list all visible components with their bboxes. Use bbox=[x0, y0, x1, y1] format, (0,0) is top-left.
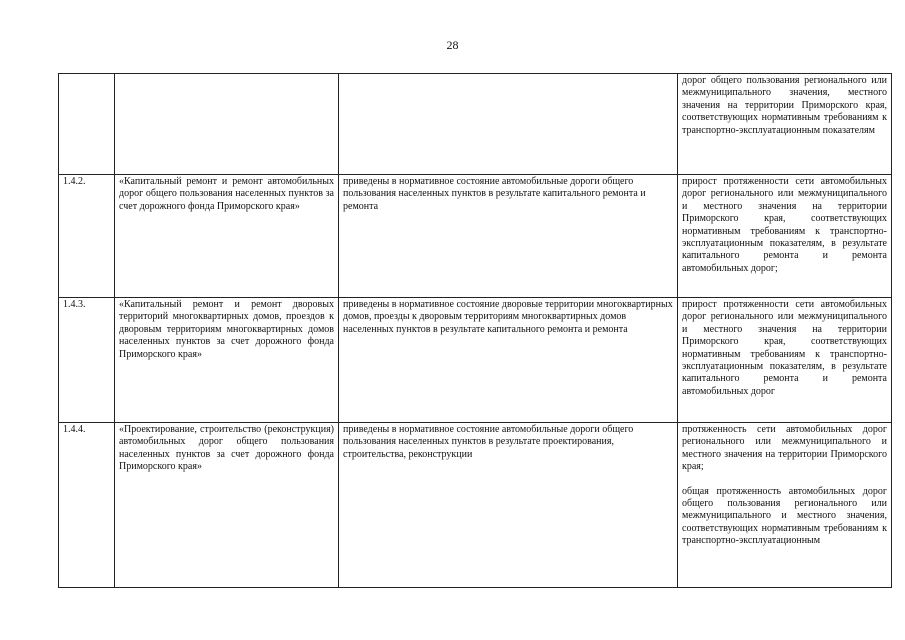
expected-result: приведены в нормативное состояние автомобильные дороги общего пользования населенных пунктов в результате капитального ремонта и ремонта bbox=[339, 175, 678, 298]
paragraph-gap bbox=[682, 474, 887, 486]
indicator-text: прирост протяженности сети автомобильных дорог регионального или межмуниципального и местного значения на территории Приморского края, соответствующих нормативным требованиям к транспортно-эксплуатационным показателям, в результате капитального ремонта и ремонта автомобильных дорог; bbox=[682, 176, 887, 274]
measure-name: «Капитальный ремонт и ремонт автомобильных дорог общего пользования населенных пунктов за счет дорожного фонда Приморского края» bbox=[115, 175, 339, 298]
table-row bbox=[59, 423, 892, 588]
row-number: 1.4.4. bbox=[59, 423, 115, 588]
expected-result: приведены в нормативное состояние автомобильные дороги общего пользования населенных пунктов в результате проектирования, строительства, реконструкции bbox=[339, 423, 678, 588]
table-row bbox=[59, 298, 892, 423]
indicator-cell bbox=[678, 423, 892, 588]
measure-name bbox=[115, 74, 339, 175]
program-table bbox=[58, 73, 892, 588]
expected-result: приведены в нормативное состояние дворовые территории многоквартирных домов, проезды к дворовым территориям многоквартирных домов населенных пунктов в результате капитального ремонта и ремонта bbox=[339, 298, 678, 423]
table-row bbox=[59, 74, 892, 175]
indicator-text: прирост протяженности сети автомобильных дорог регионального или межмуниципального и местного значения на территории Приморского края, соответствующих нормативным требованиям к транспортно-эксплуатационным показателям, в результате капитального ремонта и ремонта автомобильных дорог bbox=[682, 299, 887, 397]
table-row bbox=[59, 175, 892, 298]
row-number bbox=[59, 74, 115, 175]
indicator-text: общая протяженность автомобильных дорог общего пользования регионального или межмуниципального и местного значения, соответствующих нормативным требованиям к транспортно-эксплуатационным bbox=[682, 485, 887, 547]
page-number: 28 bbox=[446, 38, 459, 52]
indicator-cell bbox=[678, 298, 892, 423]
indicator-cell bbox=[678, 74, 892, 175]
indicator-cell bbox=[678, 175, 892, 298]
indicator-text: протяженность сети автомобильных дорог регионального или межмуниципального и местного значения на территории Приморского края; bbox=[682, 424, 887, 473]
indicator-text: дорог общего пользования регионального или межмуниципального значения, местного значения на территории Приморского края, соответствующих нормативным требованиям к транспортно-эксплуатационным показателям bbox=[682, 75, 887, 136]
expected-result bbox=[339, 74, 678, 175]
measure-name: «Проектирование, строительство (реконструкция) автомобильных дорог общего пользования населенных пунктов за счет дорожного фонда Приморского края» bbox=[115, 423, 339, 588]
measure-name: «Капитальный ремонт и ремонт дворовых территорий многоквартирных домов, проездов к дворовым территориям многоквартирных домов населенных пунктов за счет дорожного фонда Приморского края» bbox=[115, 298, 339, 423]
row-number: 1.4.2. bbox=[59, 175, 115, 298]
row-number: 1.4.3. bbox=[59, 298, 115, 423]
